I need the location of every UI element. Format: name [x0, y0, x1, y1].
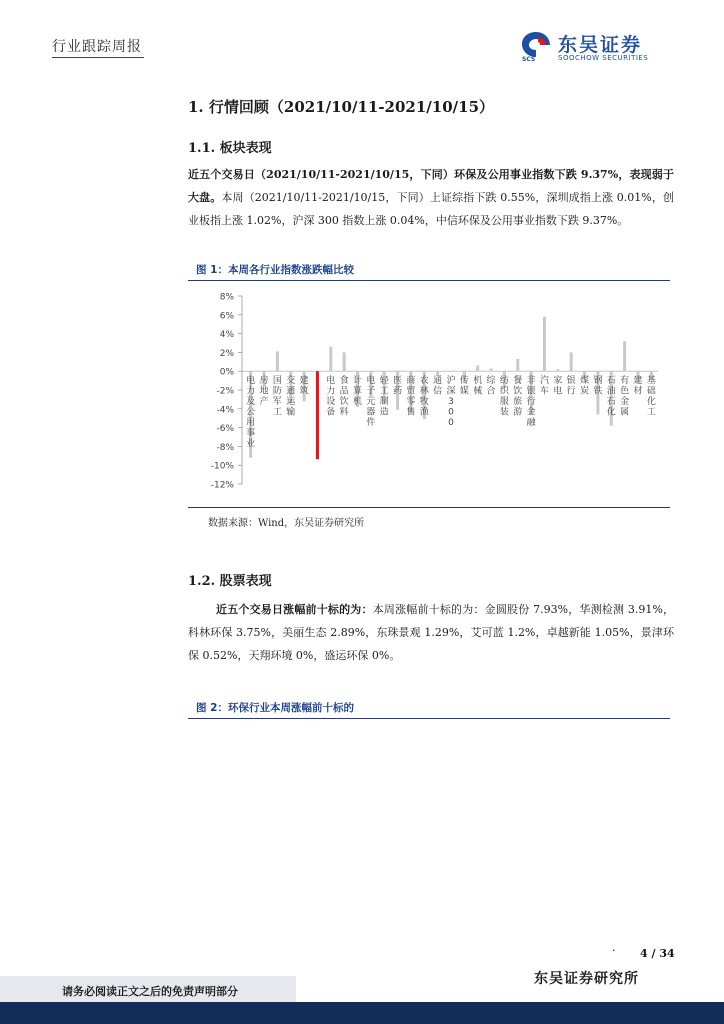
category-label: 石油石化	[606, 376, 616, 418]
category-label: 煤炭	[580, 376, 590, 397]
category-label: 通信	[433, 376, 443, 397]
footer-organization: 东吴证券研究所	[534, 971, 639, 987]
subsection-heading-sector: 1.1. 板块表现	[188, 141, 272, 156]
category-label: 有色金属	[620, 376, 630, 418]
category-label: 轻工制造	[379, 376, 389, 418]
category-label: 汽车	[539, 376, 549, 397]
y-tick-label: -10%	[210, 461, 234, 472]
category-label: 房地产	[259, 376, 269, 408]
bar-食品饮料	[343, 352, 346, 371]
industry-returns-chart	[188, 284, 670, 506]
category-label: 电力及公用事业	[246, 376, 256, 450]
category-label: 沪深 3 0 0	[446, 376, 456, 429]
bar-电力设备	[329, 347, 332, 371]
bar-家电	[556, 369, 559, 371]
brand-name-english: SOOCHOW SECURITIES	[558, 54, 649, 62]
bar-餐饮旅游	[516, 359, 519, 371]
category-label: 电子元器件	[366, 376, 376, 429]
category-label: 建材	[633, 376, 643, 397]
figure2-top-rule	[188, 718, 670, 719]
report-type-header: 行业跟踪周报	[52, 39, 142, 55]
bar-汽车	[543, 317, 546, 372]
category-label: 综合	[486, 376, 496, 397]
y-tick-label: -4%	[216, 405, 234, 416]
category-label: 交通运输	[286, 376, 296, 418]
bar-银行	[570, 352, 573, 371]
category-label: 纺织服装	[499, 376, 509, 418]
bar-沪深300	[450, 371, 453, 372]
bar-有色金属	[623, 341, 626, 371]
y-tick-label: 0%	[219, 367, 234, 378]
category-label: 电力设备	[326, 376, 336, 418]
figure1-source: 数据来源：Wind，东吴证券研究所	[208, 518, 365, 529]
footer-dot: ·	[612, 944, 616, 957]
category-label: 计算机	[353, 376, 363, 408]
stock-summary-body: 本周涨幅前十标的为：金圆股份 7.93%，华测检测 3.91%，科林环保 3.75%，美丽生态 2.89%，东珠景观 1.29%，艾可蓝 1.2%，卓越新能 1.05%，景津环保 0.52%，天翔环境 0%，盛运环保 0%。	[188, 603, 675, 662]
category-labels	[246, 374, 656, 449]
sector-summary-bold: 近五个交易日（2021/10/11-2021/10/15，下同）环保及公用事业指数下跌 9.37%，表现弱于大盘。	[188, 168, 674, 204]
page-number: 4 / 34	[640, 947, 675, 960]
category-label: 医药	[393, 376, 403, 397]
header-underline	[52, 57, 144, 58]
disclaimer-text: 请务必阅读正文之后的免责声明部分	[62, 985, 238, 998]
y-tick-label: -12%	[210, 480, 234, 491]
brand-mark: SCS	[522, 56, 536, 63]
category-label: 商贸零售	[406, 376, 416, 418]
y-tick-label: -6%	[216, 424, 234, 435]
category-label: 非银行金融	[526, 376, 536, 429]
figure1-title: 图 1：本周各行业指数涨跌幅比较	[196, 264, 354, 276]
footer-bar	[0, 1002, 724, 1024]
category-label: 餐饮旅游	[513, 376, 523, 418]
subsection-heading-stocks: 1.2. 股票表现	[188, 574, 272, 589]
y-tick-label: 2%	[219, 348, 234, 359]
bar-国防军工	[276, 351, 279, 371]
bar-综合	[490, 368, 493, 371]
y-tick-label: -2%	[216, 386, 234, 397]
bar-通信	[436, 371, 439, 376]
category-label: 食品饮料	[339, 376, 349, 418]
y-tick-label: 8%	[219, 292, 234, 303]
figure2-title: 图 2：环保行业本周涨幅前十标的	[196, 702, 354, 714]
y-tick-label: -8%	[216, 442, 234, 453]
category-label: 机械	[473, 376, 483, 397]
sector-performance-paragraph	[188, 163, 674, 232]
bar-环保及公用事业	[316, 371, 319, 459]
category-label: 国防军工	[272, 376, 282, 418]
category-label: 建筑	[299, 376, 309, 397]
category-label: 家电	[553, 376, 563, 397]
section-heading: 1. 行情回顾（2021/10/11-2021/10/15）	[188, 98, 495, 116]
y-tick-label: 4%	[219, 330, 234, 341]
category-label: 基础化工	[646, 376, 656, 418]
bar-机械	[476, 366, 479, 372]
y-tick-label: 6%	[219, 311, 234, 322]
sector-summary-body: 本周（2021/10/11-2021/10/15，下同）上证综指下跌 0.55%，深圳成指上涨 0.01%，创业板指上涨 1.02%，沪深 300 指数上涨 0.04%，中信环保及公用事业指数下跌 9.37%。	[188, 191, 674, 227]
category-label: 银行	[566, 376, 576, 397]
category-label: 钢铁	[593, 376, 603, 397]
stock-summary-bold: 近五个交易日涨幅前十标的为：	[216, 603, 373, 616]
stock-performance-paragraph	[188, 598, 674, 667]
category-label: 传媒	[459, 376, 469, 397]
figure1-top-rule	[188, 280, 670, 281]
category-label: 农林牧渔	[419, 376, 429, 418]
brand-name: 东吴证券	[558, 34, 643, 56]
figure1-bottom-rule	[188, 507, 670, 508]
